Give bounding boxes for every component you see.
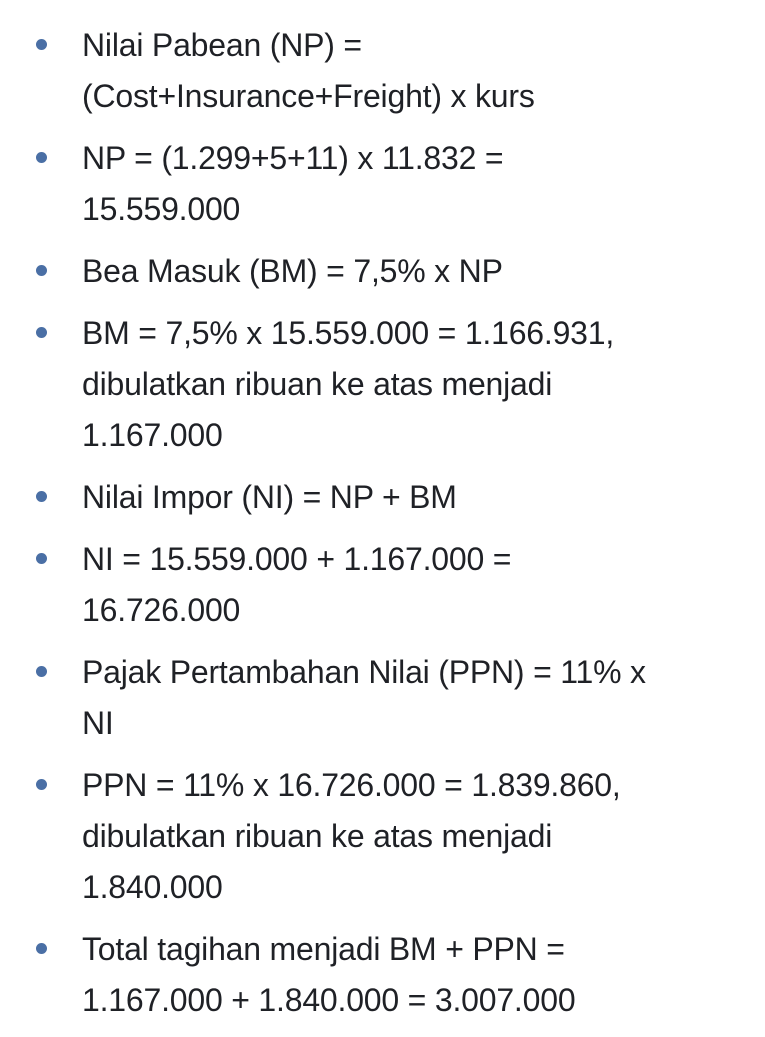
list-item-line: BM = 7,5% x 15.559.000 = 1.166.931, xyxy=(82,315,615,351)
list-item-line: Pajak Pertambahan Nilai (PPN) = 11% x xyxy=(82,654,646,690)
list-item-line: 16.726.000 xyxy=(82,592,241,628)
bullet-dot-icon xyxy=(36,327,47,338)
bullet-dot-icon xyxy=(36,265,47,276)
list-item-line: NI xyxy=(82,705,114,741)
calculation-list xyxy=(0,20,765,1026)
list-item-line: Nilai Impor (NI) = NP + BM xyxy=(82,479,457,515)
list-item-ppn-definition xyxy=(0,647,765,749)
list-item-line: PPN = 11% x 16.726.000 = 1.839.860, xyxy=(82,767,621,803)
bullet-dot-icon xyxy=(36,666,47,677)
list-item-ppn-calculation xyxy=(0,760,765,913)
bullet-dot-icon xyxy=(36,491,47,502)
list-item-line: 1.167.000 + 1.840.000 = 3.007.000 xyxy=(82,982,576,1018)
bullet-dot-icon xyxy=(36,152,47,163)
list-item-bm-definition xyxy=(0,246,765,297)
list-item-line: NI = 15.559.000 + 1.167.000 = xyxy=(82,541,512,577)
bullet-dot-icon xyxy=(36,553,47,564)
list-item-line: Total tagihan menjadi BM + PPN = xyxy=(82,931,565,967)
list-item-total xyxy=(0,924,765,1026)
list-item-np-definition xyxy=(0,20,765,122)
list-item-line: NP = (1.299+5+11) x 11.832 = xyxy=(82,140,504,176)
list-item-line: dibulatkan ribuan ke atas menjadi xyxy=(82,366,553,402)
bullet-dot-icon xyxy=(36,943,47,954)
list-item-line: Bea Masuk (BM) = 7,5% x NP xyxy=(82,253,503,289)
bullet-dot-icon xyxy=(36,779,47,790)
list-item-np-calculation xyxy=(0,133,765,235)
list-item-line: 1.167.000 xyxy=(82,417,223,453)
list-item-line: 1.840.000 xyxy=(82,869,223,905)
calculation-content xyxy=(0,20,765,1037)
list-item-line: Nilai Pabean (NP) = xyxy=(82,27,362,63)
list-item-ni-calculation xyxy=(0,534,765,636)
list-item-line: dibulatkan ribuan ke atas menjadi xyxy=(82,818,553,854)
list-item-ni-definition xyxy=(0,472,765,523)
list-item-line: (Cost+Insurance+Freight) x kurs xyxy=(82,78,535,114)
list-item-bm-calculation xyxy=(0,308,765,461)
list-item-line: 15.559.000 xyxy=(82,191,241,227)
bullet-dot-icon xyxy=(36,39,47,50)
